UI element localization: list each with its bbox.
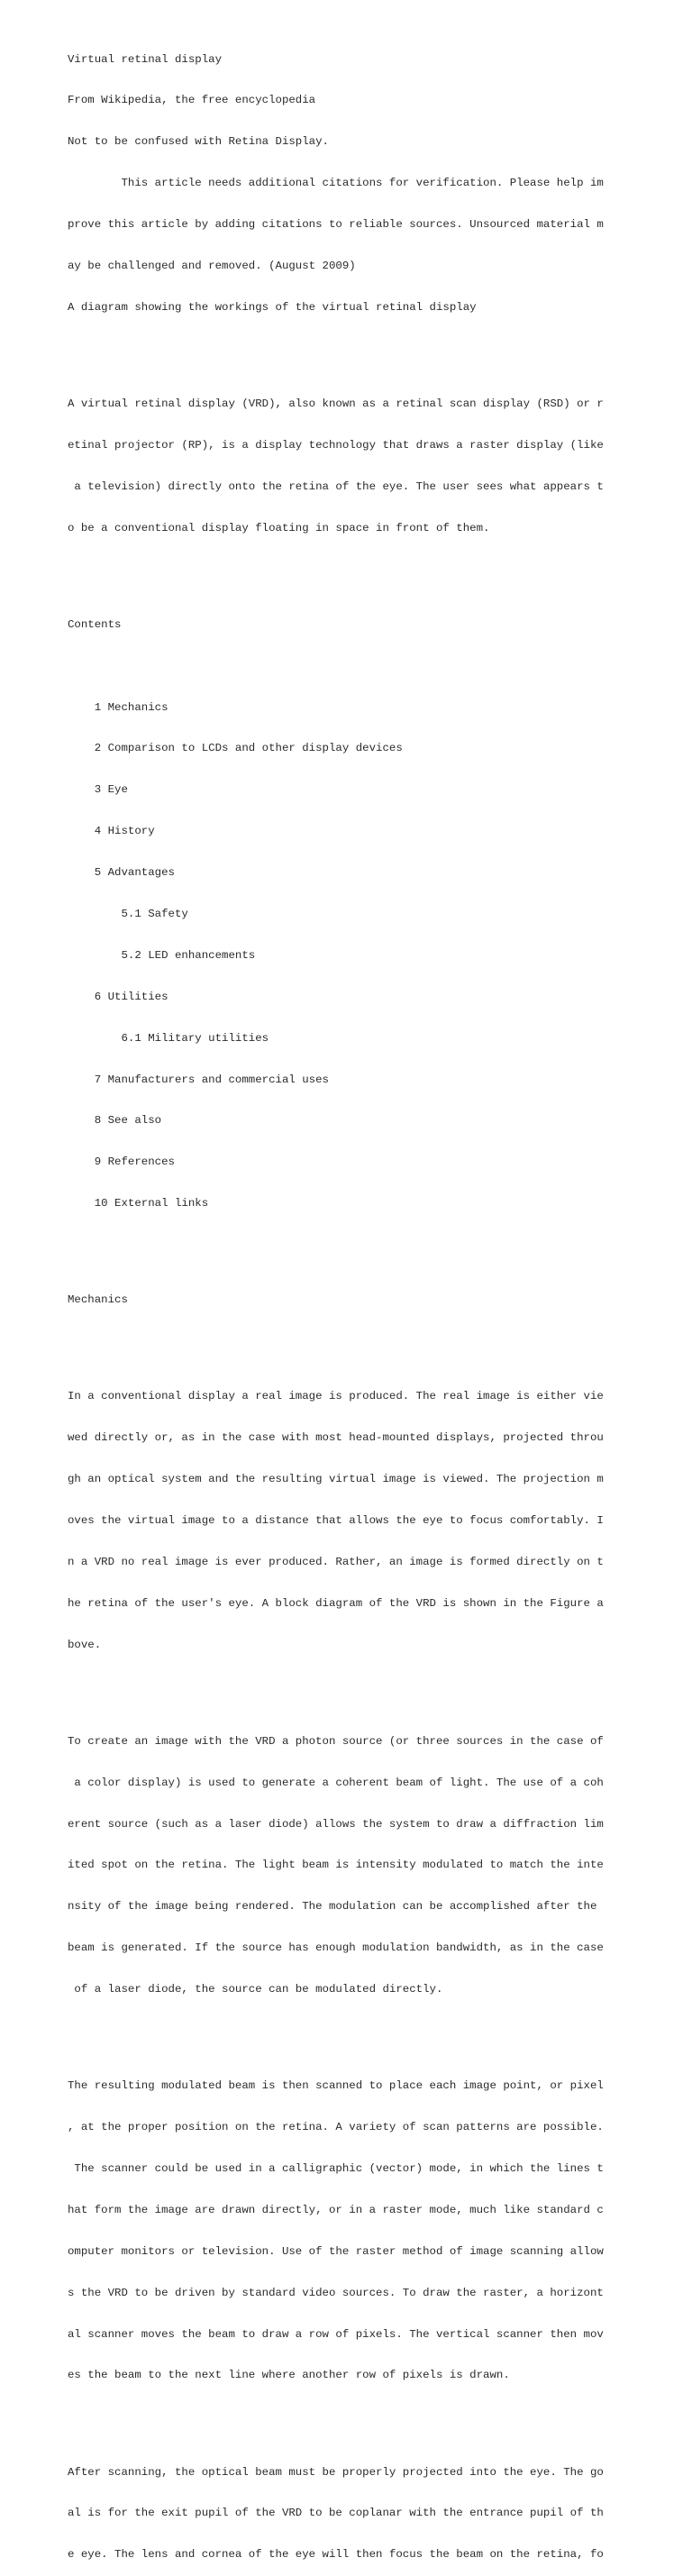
citation-notice-line: ay be challenged and removed. (August 2009) <box>68 260 356 273</box>
paragraph-line: erent source (such as a laser diode) allows the system to draw a diffraction lim <box>68 1817 604 1831</box>
hatnote: Not to be confused with Retina Display. <box>68 135 329 149</box>
citation-notice-line: prove this article by adding citations to reliable sources. Unsourced material m <box>68 218 604 232</box>
paragraph-line: The resulting modulated beam is then scanned to place each image point, or pixel <box>68 2079 604 2093</box>
paragraph-line: al scanner moves the beam to draw a row of pixels. The vertical scanner then mov <box>68 2327 604 2341</box>
spacer <box>68 2024 626 2038</box>
paragraph-line: ited spot on the retina. The light beam is intensity modulated to match the inte <box>68 1859 604 1872</box>
document-text <box>68 25 626 2576</box>
paragraph-line: After scanning, the optical beam must be properly projected into the eye. The go <box>68 2465 604 2479</box>
paragraph-line: a color display) is used to generate a coherent beam of light. The use of a coh <box>68 1776 604 1789</box>
paragraph-line: he retina of the user's eye. A block diagram of the VRD is shown in the Figure a <box>68 1596 604 1610</box>
paragraph-line: gh an optical system and the resulting virtual image is viewed. The projection m <box>68 1473 604 1486</box>
toc-item[interactable]: 2 Comparison to LCDs and other display devices <box>68 742 403 755</box>
paragraph-line: s the VRD to be driven by standard video sources. To draw the raster, a horizont <box>68 2286 604 2299</box>
citation-notice-line: This article needs additional citations for verification. Please help im <box>68 177 604 190</box>
toc-item[interactable]: 4 History <box>68 825 155 838</box>
toc-item[interactable]: 3 Eye <box>68 783 128 797</box>
paragraph-line: n a VRD no real image is ever produced. Rather, an image is formed directly on t <box>68 1555 604 1568</box>
intro-line: A virtual retinal display (VRD), also known as a retinal scan display (RSD) or r <box>68 397 604 411</box>
toc-item[interactable]: 10 External links <box>68 1197 209 1210</box>
spacer <box>68 563 626 577</box>
paragraph-line: The scanner could be used in a calligraphic (vector) mode, in which the lines t <box>68 2162 604 2176</box>
paragraph-line: al is for the exit pupil of the VRD to be coplanar with the entrance pupil of th <box>68 2507 604 2520</box>
contents-heading: Contents <box>68 617 122 631</box>
paragraph-line: wed directly or, as in the case with most head-mounted displays, projected throu <box>68 1431 604 1445</box>
spacer <box>68 1680 626 1694</box>
page-title: Virtual retinal display <box>68 52 223 66</box>
intro-line: o be a conventional display floating in space in front of them. <box>68 521 490 534</box>
paragraph-line: , at the proper position on the retina. A variety of scan patterns are possible. <box>68 2121 604 2134</box>
toc-subitem[interactable]: 5.2 LED enhancements <box>68 948 256 962</box>
source-line: From Wikipedia, the free encyclopedia <box>68 94 316 107</box>
paragraph-line: nsity of the image being rendered. The modulation can be accomplished after the <box>68 1900 604 1914</box>
paragraph-line: In a conventional display a real image is produced. The real image is either vie <box>68 1390 604 1403</box>
toc-item[interactable]: 5 Advantages <box>68 866 175 880</box>
paragraph-line: beam is generated. If the source has enough modulation bandwidth, as in the case <box>68 1941 604 1955</box>
paragraph-line: bove. <box>68 1638 102 1651</box>
paragraph-line: es the beam to the next line where another row of pixels is drawn. <box>68 2369 510 2382</box>
spacer <box>68 343 626 356</box>
paragraph-line: omputer monitors or television. Use of the raster method of image scanning allow <box>68 2244 604 2258</box>
paragraph-line: of a laser diode, the source can be modulated directly. <box>68 1983 443 1996</box>
toc-item[interactable]: 7 Manufacturers and commercial uses <box>68 1073 329 1086</box>
paragraph-line: To create an image with the VRD a photon source (or three sources in the case of <box>68 1734 604 1748</box>
spacer <box>68 1238 626 1252</box>
paragraph-line: hat form the image are drawn directly, or in a raster mode, much like standard c <box>68 2203 604 2216</box>
spacer <box>68 2410 626 2424</box>
spacer <box>68 660 626 673</box>
paragraph-line: e eye. The lens and cornea of the eye will then focus the beam on the retina, fo <box>68 2548 604 2562</box>
toc-item[interactable]: 9 References <box>68 1156 175 1169</box>
toc-subitem[interactable]: 6.1 Military utilities <box>68 1031 269 1045</box>
toc-item[interactable]: 6 Utilities <box>68 990 168 1003</box>
toc-subitem[interactable]: 5.1 Safety <box>68 908 188 920</box>
intro-line: etinal projector (RP), is a display technology that draws a raster display (like <box>68 438 604 452</box>
section-heading-mechanics: Mechanics <box>68 1293 128 1307</box>
spacer <box>68 1335 626 1348</box>
paragraph-line: oves the virtual image to a distance that allows the eye to focus comfortably. I <box>68 1514 604 1528</box>
diagram-caption: A diagram showing the workings of the virtual retinal display <box>68 300 477 314</box>
intro-line: a television) directly onto the retina of the eye. The user sees what appears t <box>68 480 604 493</box>
toc-item[interactable]: 1 Mechanics <box>68 700 168 714</box>
toc-item[interactable]: 8 See also <box>68 1114 162 1128</box>
